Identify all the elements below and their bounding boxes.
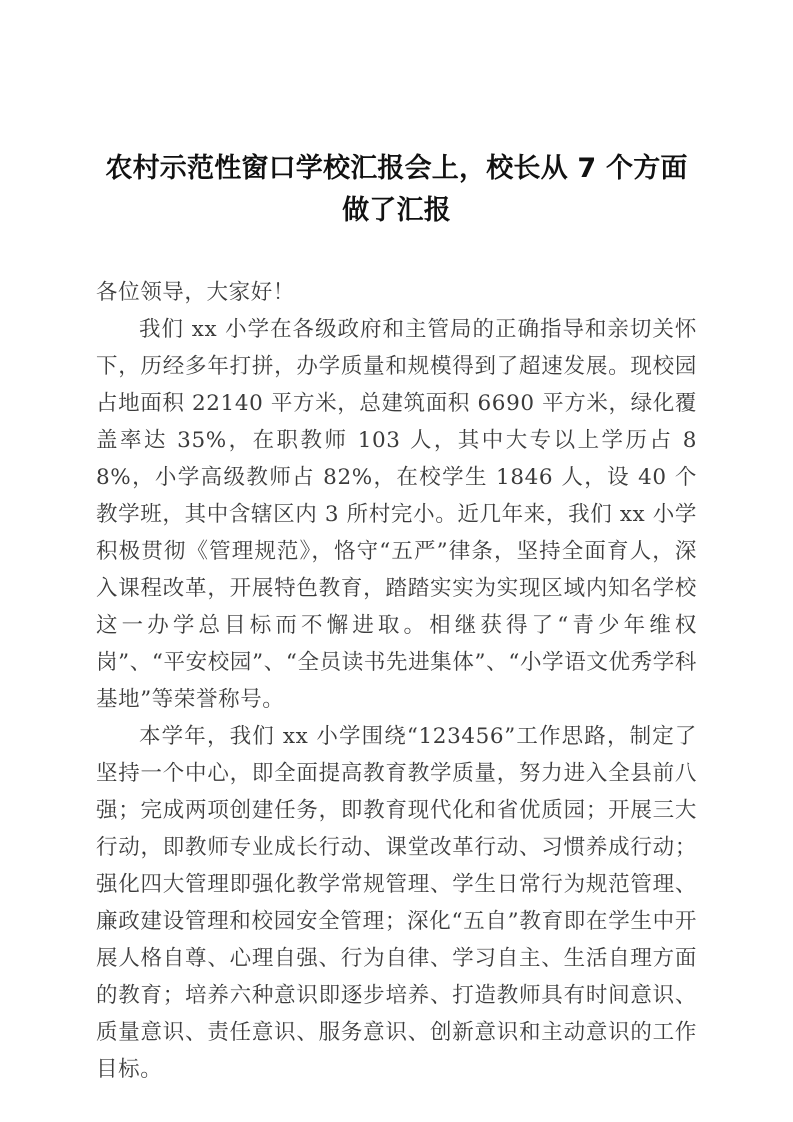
document-text-column xyxy=(96,0,697,1122)
paragraph-work-plan: 本学年，我们 xx 小学围绕“123456”工作思路，制定了坚持一个中心，即全面提高教育教学质量，努力进入全县前八强；完成两项创建任务，即教育现代化和省优质园；开展三大行动，即教师专业成长行动、课堂改革行动、习惯养成行动；强化四大管理即强化教学常规管理、学生日常行为规范管理、廉政建设管理和校园安全管理；深化“五自”教育即在学生中开展人格自尊、心理自强、行为自律、学习自主、生活自理方面的教育；培养六种意识即逐步培养、打造教师具有时间意识、质量意识、责任意识、服务意识、创新意识和主动意识的工作目标。 xyxy=(96,724,697,1082)
paragraph-school-overview: 我们 xx 小学在各级政府和主管局的正确指导和亲切关怀下，历经多年打拼，办学质量和规模得到了超速发展。现校园占地面积 22140 平方米，总建筑面积 6690 平方米，绿化覆盖率达 35%，在职教师 103 人，其中大专以上学历占 88%，小学高级教师占 82%，在校学生 1846 人，设 40 个教学班，其中含辖区内 3 所村完小。近几年来，我们 xx 小学积极贯彻《管理规范》，恪守“五严”律条，坚持全面育人，深入课程改革，开展特色教育，踏踏实实为实现区域内知名学校这一办学总目标而不懈进取。相继获得了“青少年维权岗”、“平安校园”、“全员读书先进集体”、“小学语文优秀学科基地”等荣誉称号。 xyxy=(96,317,697,712)
page-title: 农村示范性窗口学校汇报会上，校长从 7 个方面做了汇报 xyxy=(105,153,688,226)
paragraph-greeting: 各位领导，大家好！ xyxy=(96,280,295,305)
page-bottom-whitespace xyxy=(96,1088,697,1122)
